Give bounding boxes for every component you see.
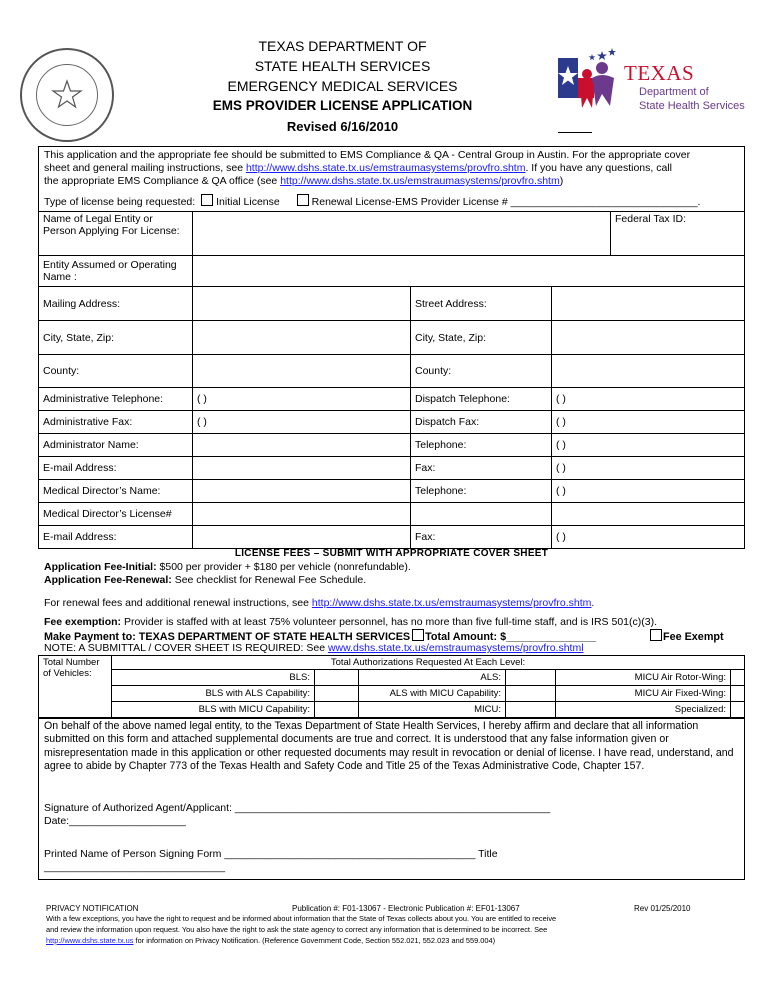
row-right-field[interactable]: [552, 503, 745, 526]
dshs-logo-icon: [556, 48, 626, 118]
row-left-label: E-mail Address:: [39, 526, 193, 549]
payment-row: [44, 629, 596, 643]
federal-tax-id-label: Federal Tax ID:: [615, 213, 687, 225]
affirmation-text: On behalf of the above named legal entity, to the Texas Department of State Health Services, I hereby affirm and declare that all information submitted on this form and attached supplemental documents are true and correct. It is understood that any false information given or misrepresentation made in this application or other requested documents may result in revocation or denial of license. I have read, understand, and agree to abide by Chapter 773 of the Texas Health and Safety Code and Title 25 of the Texas Administrative Code, Chapter 157.: [44, 720, 734, 772]
bls-micu-label: BLS with MICU Capability:: [112, 702, 315, 718]
authorizations-table: [38, 655, 745, 718]
date-line[interactable]: Date:____________________: [44, 815, 186, 827]
entity-table: [38, 211, 745, 287]
row-right-label: County:: [411, 355, 552, 388]
logo-texas: TEXAS: [624, 61, 695, 85]
row-left-field[interactable]: [193, 287, 411, 321]
row-left-field[interactable]: [193, 457, 411, 480]
publication-number: Publication #: F01-13067 - Electronic Publication #: EF01-13067: [292, 904, 520, 913]
row-right-field[interactable]: ( ): [552, 388, 745, 411]
header-line-2: STATE HEALTH SERVICES: [254, 58, 431, 74]
title-line[interactable]: _______________________________: [44, 861, 226, 873]
privacy-link[interactable]: http://www.dshs.state.tx.us: [46, 936, 134, 945]
row-right-label: Street Address:: [411, 287, 552, 321]
intro-line-1: This application and the appropriate fee should be submitted to EMS Compliance & QA - Central Group in Austin. For the appropriate cover: [44, 149, 691, 161]
fee-initial: Application Fee-Initial: $500 per provider + $180 per vehicle (nonrefundable).: [44, 561, 411, 573]
printed-name-line[interactable]: Printed Name of Person Signing Form ___________________________________________ Title: [44, 848, 498, 860]
row-right-field[interactable]: ( ): [552, 526, 745, 549]
submittal-note-link[interactable]: www.dshs.state.tx.us/emstraumasystems/provfro.shtml: [327, 642, 584, 654]
header-line-3: EMERGENCY MEDICAL SERVICES: [227, 78, 458, 94]
bls-label: BLS:: [112, 670, 315, 686]
legal-entity-field[interactable]: [193, 212, 611, 256]
row-left-label: Administrative Fax:: [39, 411, 193, 434]
total-vehicles-label: Total Number of Vehicles:: [39, 656, 112, 718]
row-right-label: City, State, Zip:: [411, 321, 552, 355]
micu-field[interactable]: [506, 702, 556, 718]
als-micu-label: ALS with MICU Capability:: [359, 686, 506, 702]
signature-line[interactable]: Signature of Authorized Agent/Applicant: ______________________________________________________: [44, 802, 551, 814]
row-left-field[interactable]: [193, 321, 411, 355]
privacy-line-1: With a few exceptions, you have the right to request and be informed about information that the State of Texas collects about you. You are entitled to receive: [46, 914, 557, 923]
row-right-field[interactable]: [552, 287, 745, 321]
operating-name-label: Entity Assumed or Operating Name :: [39, 256, 193, 287]
row-left-field[interactable]: ( ): [193, 411, 411, 434]
logo-subtitle-1: Department of: [639, 86, 709, 98]
row-right-label: Fax:: [411, 457, 552, 480]
row-right-label: Telephone:: [411, 480, 552, 503]
row-left-label: Medical Director’s License#: [39, 503, 193, 526]
authorizations-header: Total Authorizations Requested At Each Level:: [112, 656, 745, 670]
intro-line-2: sheet and general mailing instructions, see http://www.dshs.state.tx.us/emstraumasystems/provfro.shtm. If you have any questions, call: [44, 162, 672, 174]
bls-micu-field[interactable]: [315, 702, 359, 718]
row-right-field[interactable]: [552, 321, 745, 355]
total-amount-field[interactable]: Total Amount: $_______________: [425, 631, 597, 643]
header-underline: [558, 132, 592, 133]
fixed-wing-field[interactable]: [731, 686, 745, 702]
intro-link-1[interactable]: http://www.dshs.state.tx.us/emstraumasystems/provfro.shtm: [245, 162, 526, 174]
dshs-logo: [556, 46, 746, 126]
federal-tax-id-field[interactable]: [611, 212, 745, 256]
operating-name-field[interactable]: [193, 256, 745, 287]
revision-date: Rev 01/25/2010: [634, 904, 691, 913]
privacy-heading: PRIVACY NOTIFICATION: [46, 904, 139, 913]
renewal-info: For renewal fees and additional renewal instructions, see http://www.dshs.state.tx.us/emstraumasystems/provfro.shtm.: [44, 597, 595, 609]
row-right-label: Fax:: [411, 526, 552, 549]
row-left-field[interactable]: ( ): [193, 388, 411, 411]
logo-subtitle-2: State Health Services: [639, 100, 745, 112]
renewal-license-label: Renewal License-EMS Provider License # ________________________________.: [311, 196, 701, 208]
legal-entity-label: Name of Legal Entity or Person Applying For License:: [39, 212, 193, 256]
initial-license-checkbox[interactable]: [201, 194, 213, 206]
row-left-label: Medical Director’s Name:: [39, 480, 193, 503]
license-type-row: Type of license being requested: Initial License Renewal License-EMS Provider License # ________________________________.: [44, 196, 701, 208]
row-left-field[interactable]: [193, 503, 411, 526]
row-left-field[interactable]: [193, 355, 411, 388]
als-micu-field[interactable]: [506, 686, 556, 702]
fee-exempt-checkbox[interactable]: [650, 629, 662, 641]
row-left-field[interactable]: [193, 480, 411, 503]
row-left-field[interactable]: [193, 434, 411, 457]
rotor-wing-field[interactable]: [731, 670, 745, 686]
privacy-line-2: and review the information upon request. You also have the right to ask the state agency to correct any information that is determined to be incorrect. See: [46, 925, 548, 934]
row-right-label: Dispatch Telephone:: [411, 388, 552, 411]
specialized-field[interactable]: [731, 702, 745, 718]
contact-table: [38, 286, 745, 549]
texas-state-seal: [20, 48, 114, 142]
row-left-label: Administrator Name:: [39, 434, 193, 457]
row-right-field[interactable]: ( ): [552, 434, 745, 457]
specialized-label: Specialized:: [556, 702, 731, 718]
row-right-field[interactable]: ( ): [552, 411, 745, 434]
fee-exempt-label: Fee Exempt: [663, 631, 724, 643]
row-right-label: [411, 503, 552, 526]
row-right-label: Dispatch Fax:: [411, 411, 552, 434]
als-field[interactable]: [506, 670, 556, 686]
fee-renewal: Application Fee-Renewal: See checklist for Renewal Fee Schedule.: [44, 574, 367, 586]
micu-label: MICU:: [359, 702, 506, 718]
intro-line-3: the appropriate EMS Compliance & QA office (see http://www.dshs.state.tx.us/emstraumasystems/provfro.shtm): [44, 175, 564, 187]
renewal-info-link[interactable]: http://www.dshs.state.tx.us/emstraumasystems/provfro.shtm: [311, 597, 592, 609]
row-left-label: City, State, Zip:: [39, 321, 193, 355]
row-right-field[interactable]: ( ): [552, 480, 745, 503]
payment-to: Make Payment to: TEXAS DEPARTMENT OF STATE HEALTH SERVICES: [44, 631, 411, 643]
row-right-label: Telephone:: [411, 434, 552, 457]
fee-exempt-row: [650, 629, 724, 643]
row-left-label: E-mail Address:: [39, 457, 193, 480]
als-label: ALS:: [359, 670, 506, 686]
renewal-license-checkbox[interactable]: [297, 194, 309, 206]
submittal-note: NOTE: A SUBMITTAL / COVER SHEET IS REQUIRED: See www.dshs.state.tx.us/emstraumasystems/provfro.shtml: [44, 642, 584, 654]
header-line-1: TEXAS DEPARTMENT OF: [258, 38, 427, 54]
row-left-label: County:: [39, 355, 193, 388]
row-left-field[interactable]: [193, 526, 411, 549]
row-right-field[interactable]: ( ): [552, 457, 745, 480]
fixed-wing-label: MICU Air Fixed-Wing:: [556, 686, 731, 702]
form-title: EMS PROVIDER LICENSE APPLICATION: [212, 98, 473, 113]
intro-link-2[interactable]: http://www.dshs.state.tx.us/emstraumasystems/provfro.shtm: [280, 175, 560, 187]
privacy-line-3: http://www.dshs.state.tx.us for information on Privacy Notification. (Reference Government Code, Section 552.021, 552.023 and 559.004): [46, 936, 496, 945]
total-amount-checkbox[interactable]: [412, 629, 424, 641]
revised-date: Revised 6/16/2010: [286, 119, 399, 134]
fee-exemption: Fee exemption: Provider is staffed with at least 75% volunteer personnel, has no more than five full-time staff, and is IRS 501(c)(3).: [44, 616, 657, 628]
initial-license-label: Initial License: [216, 196, 280, 208]
rotor-wing-label: MICU Air Rotor-Wing:: [556, 670, 731, 686]
row-right-field[interactable]: [552, 355, 745, 388]
bls-field[interactable]: [315, 670, 359, 686]
fees-heading: LICENSE FEES – SUBMIT WITH APPROPRIATE COVER SHEET: [234, 548, 549, 559]
row-left-label: Administrative Telephone:: [39, 388, 193, 411]
bls-als-label: BLS with ALS Capability:: [112, 686, 315, 702]
row-left-label: Mailing Address:: [39, 287, 193, 321]
bls-als-field[interactable]: [315, 686, 359, 702]
